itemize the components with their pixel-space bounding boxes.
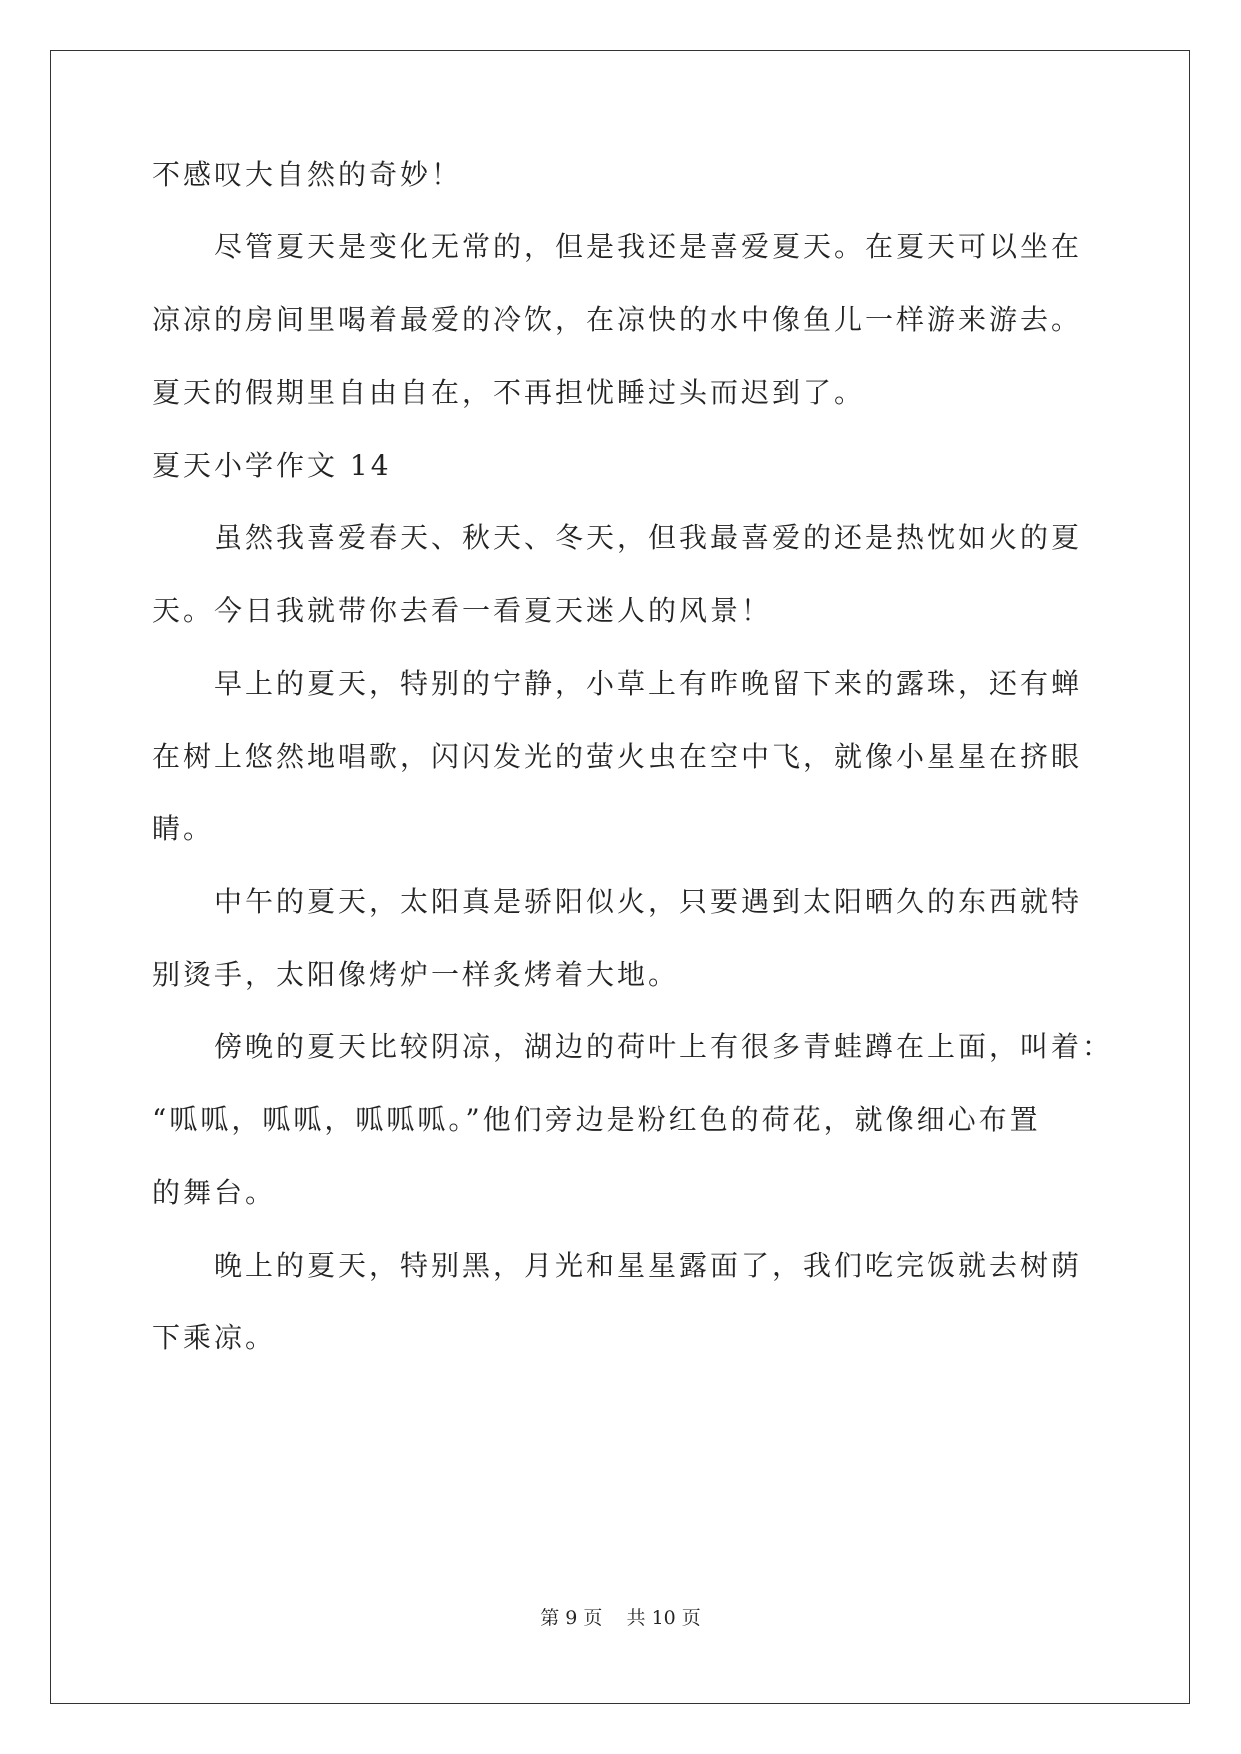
text-line: 在树上悠然地唱歌，闪闪发光的萤火虫在空中飞，就像小星星在挤眼 [152,740,1083,773]
paragraph-start-line: 晚上的夏天，特别黑，月光和星星露面了，我们吃完饭就去树荫 [214,1249,1083,1282]
page-number-footer: 第 9 页 共 10 页 [540,1607,701,1629]
text-line: 的舞台。 [152,1176,277,1209]
text-line: 夏天的假期里自由自在，不再担忧睡过头而迟到了。 [152,376,866,409]
paragraph-start-line: 虽然我喜爱春天、秋天、冬天，但我最喜爱的还是热忱如火的夏 [214,521,1083,554]
section-heading: 夏天小学作文 14 [152,449,392,482]
text-line: “呱呱，呱呱，呱呱呱。”他们旁边是粉红色的荷花，就像细心布置 [152,1103,1041,1136]
paragraph-start-line: 早上的夏天，特别的宁静，小草上有昨晚留下来的露珠，还有蝉 [214,667,1083,700]
text-line: 下乘凉。 [152,1321,277,1354]
paragraph-start-line: 中午的夏天，太阳真是骄阳似火，只要遇到太阳晒久的东西就特 [214,885,1083,918]
paragraph-start-line: 傍晚的夏天比较阴凉，湖边的荷叶上有很多青蛙蹲在上面，叫着： [214,1030,1114,1063]
paragraph-start-line: 尽管夏天是变化无常的，但是我还是喜爱夏天。在夏天可以坐在 [214,230,1083,263]
text-line: 天。今日我就带你去看一看夏天迷人的风景！ [152,594,773,627]
text-line: 不感叹大自然的奇妙！ [152,158,463,191]
text-line: 睛。 [152,812,215,845]
page-frame [50,50,1190,1704]
text-line: 别烫手，太阳像烤炉一样炙烤着大地。 [152,958,680,991]
text-line: 凉凉的房间里喝着最爱的冷饮，在凉快的水中像鱼儿一样游来游去。 [152,303,1083,336]
